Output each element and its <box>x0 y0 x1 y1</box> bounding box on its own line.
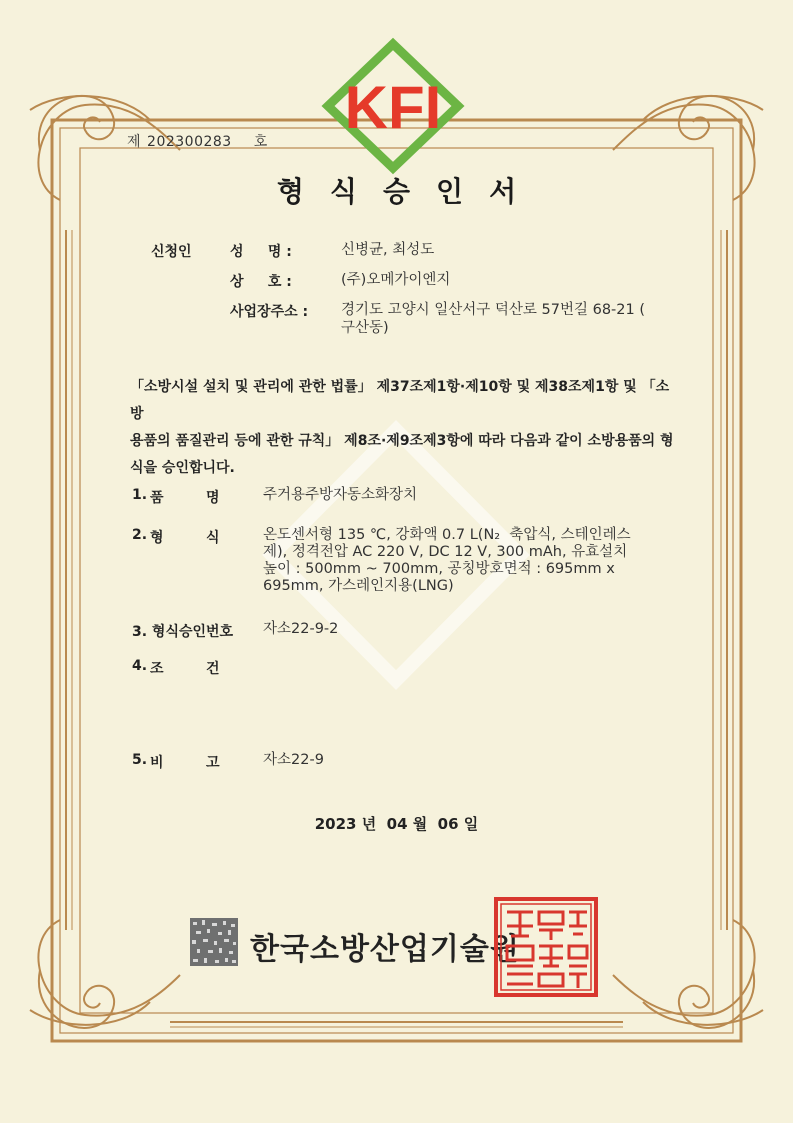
item-approval-label: 3. 형식승인번호 <box>132 624 234 640</box>
official-seal <box>493 896 599 998</box>
applicant-name: 신병균, 최성도 <box>341 242 435 258</box>
item-product-label-b: 명 <box>206 490 220 506</box>
item-type-line-4: 695mm, 가스레인지용(LNG) <box>263 578 454 594</box>
kfi-logo-text: KFI <box>344 74 442 141</box>
item-type-label-a: 형 <box>150 530 164 546</box>
name-label: 성 명 : <box>230 244 292 260</box>
item-type-line-1: 온도센서형 135 ℃, 강화액 0.7 L(N₂ 축압식, 스테인레스 <box>263 527 631 543</box>
item-condition-label-b: 건 <box>206 661 220 677</box>
item-remarks-value: 자소22-9 <box>263 752 324 768</box>
security-code-icon <box>190 918 238 966</box>
company-name: (주)오메가이엔지 <box>341 272 451 288</box>
item-condition-num: 4. <box>132 658 148 674</box>
address-line-1: 경기도 고양시 일산서구 덕산로 57번길 68-21 ( <box>341 302 645 318</box>
item-condition-label-a: 조 <box>150 661 164 677</box>
statement-line-3: 식을 승인합니다. <box>130 460 235 476</box>
document-title: 형식승인서 <box>276 175 543 208</box>
address-line-2: 구산동) <box>341 320 389 336</box>
item-type-line-2: 제), 정격전압 AC 220 V, DC 12 V, 300 mAh, 유효설치 <box>263 544 628 560</box>
certificate-number <box>127 131 268 151</box>
item-product-label-a: 품 <box>150 490 164 506</box>
item-type-label-b: 식 <box>206 530 220 546</box>
company-label: 상 호 : <box>230 274 292 290</box>
item-type-line-3: 높이 : 500mm ~ 700mm, 공칭방호면적 : 695mm x <box>263 561 615 577</box>
item-remarks-label-b: 고 <box>206 755 220 771</box>
statement-line-1: 「소방시설 설치 및 관리에 관한 법률」 제37조제1항·제10항 및 제38조제1항 및 「소방 <box>130 379 670 422</box>
item-remarks-num: 5. <box>132 752 148 768</box>
applicant-section-label: 신청인 <box>151 244 192 260</box>
issuer-name: 한국소방산업기술원 <box>250 932 520 967</box>
kfi-logo <box>318 36 468 176</box>
item-product-value: 주거용주방자동소화장치 <box>263 487 418 503</box>
cert-number-value: 202300283 <box>147 134 232 150</box>
address-label: 사업장주소 : <box>230 304 309 320</box>
item-type-num: 2. <box>132 527 148 543</box>
item-remarks-label-a: 비 <box>150 755 164 771</box>
cert-number-suffix: 호 <box>253 134 268 150</box>
legal-statement <box>130 374 675 482</box>
issue-date: 2023 년 04 월 06 일 <box>314 815 479 833</box>
cert-number-prefix: 제 <box>127 134 142 150</box>
item-approval-value: 자소22-9-2 <box>263 621 339 637</box>
item-product-num: 1. <box>132 487 148 503</box>
statement-line-2: 용품의 품질관리 등에 관한 규칙」 제8조·제9조제3항에 따라 다음과 같이 소방용품의 형 <box>130 433 674 449</box>
